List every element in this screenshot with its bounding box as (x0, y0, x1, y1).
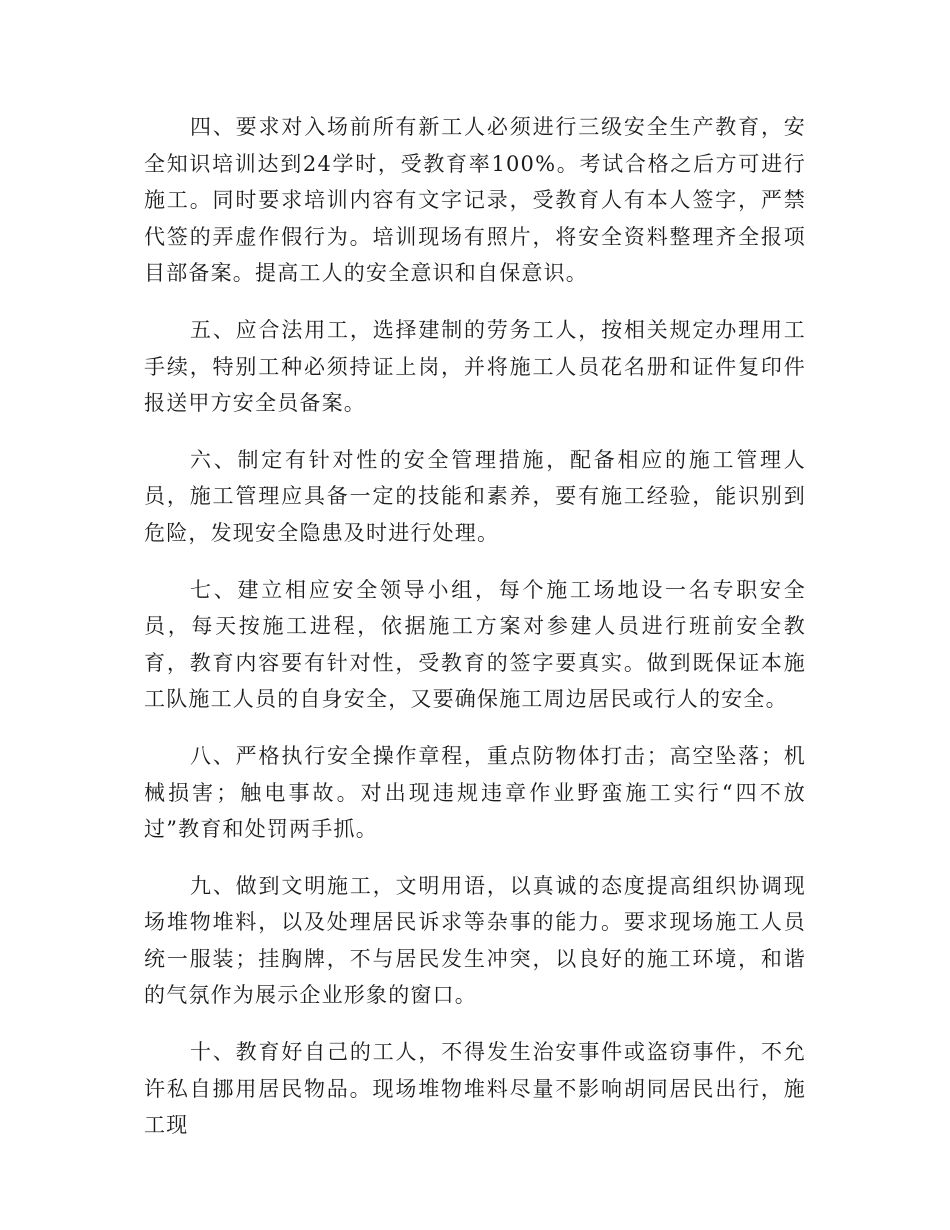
document-body (144, 109, 806, 1144)
paragraph-item-10: 十、教育好自己的工人，不得发生治安事件或盗窃事件，不允许私自挪用居民物品。现场堆物堆料尽量不影响胡同居民出行，施工现 (144, 1040, 806, 1138)
paragraph-item-4: 四、要求对入场前所有新工人必须进行三级安全生产教育，安全知识培训达到24学时，受教育率100%。考试合格之后方可进行施工。同时要求培训内容有文字记录，受教育人有本人签字，严禁代签的弄虚作假行为。培训现场有照片，将安全资料整理齐全报项目部备案。提高工人的安全意识和自保意识。 (144, 115, 806, 286)
paragraph-item-6: 六、制定有针对性的安全管理措施，配备相应的施工管理人员，施工管理应具备一定的技能和素养，要有施工经验，能识别到危险，发现安全隐患及时进行处理。 (144, 447, 806, 545)
paragraph-item-9: 九、做到文明施工，文明用语，以真诚的态度提高组织协调现场堆物堆料，以及处理居民诉求等杂事的能力。要求现场施工人员统一服装；挂胸牌，不与居民发生冲突，以良好的施工环境，和谐的气氛作为展示企业形象的窗口。 (144, 873, 806, 1008)
paragraph-item-8: 八、严格执行安全操作章程，重点防物体打击；高空坠落；机械损害；触电事故。对出现违规违章作业野蛮施工实行“四不放过”教育和处罚两手抓。 (144, 743, 806, 842)
paragraph-item-5: 五、应合法用工，选择建制的劳务工人，按相关规定办理用工手续，特别工种必须持证上岗，并将施工人员花名册和证件复印件报送甲方安全员备案。 (144, 317, 806, 416)
paragraph-item-7: 七、建立相应安全领导小组，每个施工场地设一名专职安全员，每天按施工进程，依据施工方案对参建人员进行班前安全教育，教育内容要有针对性，受教育的签字要真实。做到既保证本施工队施工人员的自身安全，又要确保施工周边居民或行人的安全。 (144, 577, 806, 712)
